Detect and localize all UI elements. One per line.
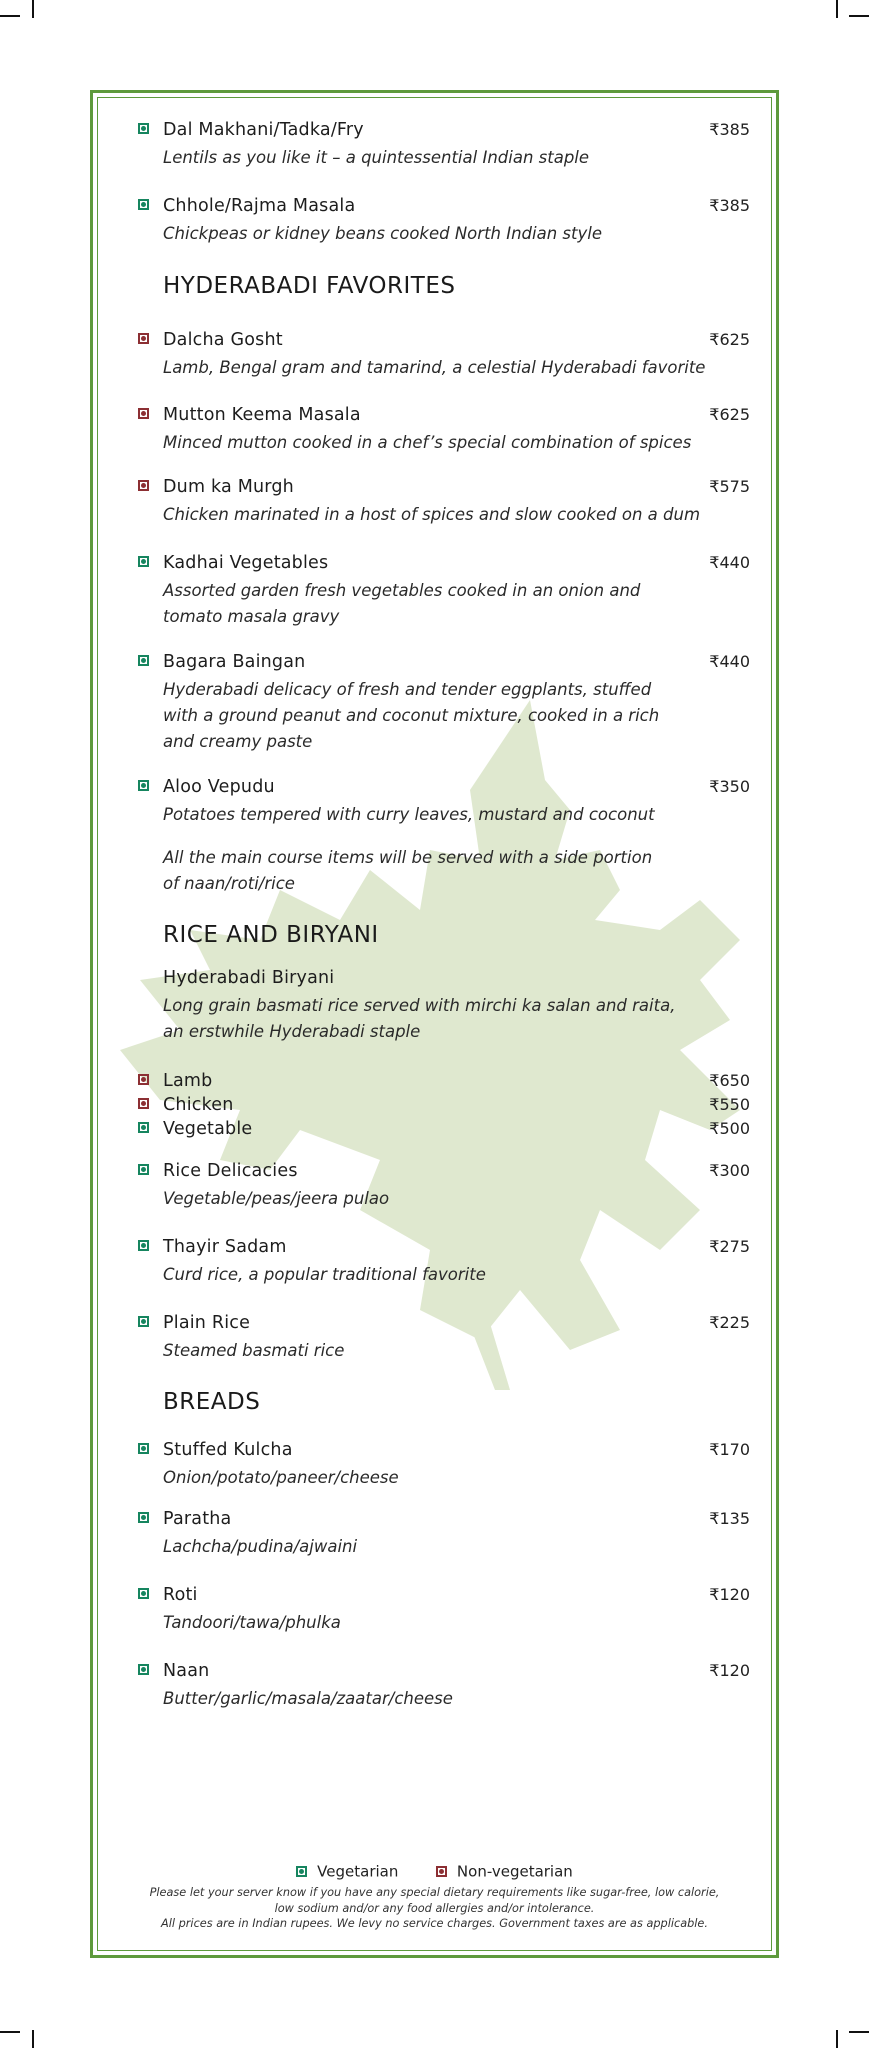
veg-marker-icon (138, 655, 149, 666)
item-price: ₹170 (709, 1440, 750, 1459)
item-price: ₹135 (709, 1509, 750, 1528)
veg-marker-icon (138, 1512, 149, 1523)
item-description: Vegetable/peas/jeera pulao (163, 1189, 390, 1208)
item-price: ₹275 (709, 1237, 750, 1256)
item-price: ₹350 (709, 777, 750, 796)
item-description: Chicken marinated in a host of spices and slow cooked on a dum (163, 505, 701, 524)
item-name: Kadhai Vegetables (163, 553, 329, 573)
item-description: Butter/garlic/masala/zaatar/cheese (163, 1689, 453, 1708)
item-description: Lamb, Bengal gram and tamarind, a celestial Hyderabadi favorite (163, 358, 706, 377)
item-name: Thayir Sadam (163, 1237, 287, 1257)
diet-legend (0, 1862, 869, 1881)
item-price: ₹385 (709, 120, 750, 139)
nonveg-marker-icon (138, 408, 149, 419)
item-price: ₹440 (709, 553, 750, 572)
item-description: Lachcha/pudina/ajwaini (163, 1537, 358, 1556)
item-description-line: an erstwhile Hyderabadi staple (163, 1022, 421, 1041)
menu-item (138, 652, 758, 755)
nonveg-marker-icon (138, 1074, 149, 1085)
item-name: Hyderabadi Biryani (163, 968, 335, 988)
veg-marker-icon (138, 1316, 149, 1327)
section-title-hyderabadi: HYDERABADI FAVORITES (163, 273, 456, 299)
item-name: Mutton Keema Masala (163, 405, 361, 425)
veg-marker-icon (138, 199, 149, 210)
item-price: ₹625 (709, 330, 750, 349)
nonveg-marker-icon (138, 333, 149, 344)
item-description: Steamed basmati rice (163, 1341, 345, 1360)
menu-item (138, 553, 758, 630)
main-course-note (163, 845, 683, 897)
menu-item (138, 1661, 758, 1712)
item-description (163, 677, 758, 755)
biryani-block (138, 968, 758, 1045)
footnote-line: Please let your server know if you have any special dietary requirements like sugar-free, low calorie, (149, 1886, 720, 1899)
item-description: Onion/potato/paneer/cheese (163, 1468, 399, 1487)
item-name: Paratha (163, 1509, 232, 1529)
footnote-line: All prices are in Indian rupees. We levy no service charges. Government taxes are as applicable. (161, 1917, 708, 1930)
veg-marker-icon (138, 1664, 149, 1675)
biryani-option (138, 1071, 758, 1091)
item-description-line: tomato masala gravy (163, 607, 340, 626)
item-price: ₹625 (709, 405, 750, 424)
item-description-line: Assorted garden fresh vegetables cooked in an onion and (163, 581, 641, 600)
item-name: Dalcha Gosht (163, 330, 283, 350)
item-description-line: with a ground peanut and coconut mixture, cooked in a rich (163, 706, 660, 725)
menu-item (138, 1161, 758, 1212)
item-price: ₹225 (709, 1313, 750, 1332)
menu-item (138, 777, 758, 828)
veg-marker-icon (138, 556, 149, 567)
item-price: ₹385 (709, 196, 750, 215)
item-name: Dal Makhani/Tadka/Fry (163, 120, 364, 140)
veg-marker-icon (138, 1240, 149, 1251)
item-price: ₹500 (709, 1119, 750, 1138)
veg-marker-icon (296, 1866, 307, 1877)
item-price: ₹575 (709, 477, 750, 496)
item-name: Vegetable (163, 1119, 253, 1139)
footnote (130, 1885, 739, 1932)
footnote-line: low sodium and/or any food allergies and/or intolerance. (274, 1901, 595, 1915)
menu-item (138, 1313, 758, 1364)
menu-item (138, 196, 758, 247)
item-name: Aloo Vepudu (163, 777, 275, 797)
section-title-breads: BREADS (163, 1389, 261, 1415)
menu-item (138, 1440, 758, 1491)
biryani-option (138, 1095, 758, 1115)
item-description (163, 578, 758, 630)
veg-marker-icon (138, 1443, 149, 1454)
item-description: Minced mutton cooked in a chef’s special combination of spices (163, 433, 692, 452)
menu-item (138, 405, 758, 456)
biryani-option (138, 1119, 758, 1139)
item-name: Dum ka Murgh (163, 477, 294, 497)
veg-marker-icon (138, 1164, 149, 1175)
nonveg-marker-icon (138, 480, 149, 491)
menu-item (138, 1585, 758, 1636)
item-price: ₹120 (709, 1585, 750, 1604)
item-name: Bagara Baingan (163, 652, 306, 672)
menu-item (138, 330, 758, 381)
item-name: Chhole/Rajma Masala (163, 196, 356, 216)
item-description: Tandoori/tawa/phulka (163, 1613, 341, 1632)
legend-nonveg-label: Non-vegetarian (456, 1862, 573, 1881)
item-description: Curd rice, a popular traditional favorite (163, 1265, 486, 1284)
veg-marker-icon (138, 780, 149, 791)
item-description: Chickpeas or kidney beans cooked North Indian style (163, 224, 602, 243)
menu-item (138, 120, 758, 171)
veg-marker-icon (138, 1588, 149, 1599)
item-description: Potatoes tempered with curry leaves, mustard and coconut (163, 805, 655, 824)
item-description (163, 993, 758, 1045)
item-price: ₹650 (709, 1071, 750, 1090)
item-description: Lentils as you like it – a quintessential Indian staple (163, 148, 590, 167)
item-name: Plain Rice (163, 1313, 251, 1333)
item-price: ₹300 (709, 1161, 750, 1180)
nonveg-marker-icon (436, 1866, 447, 1877)
menu-item (138, 477, 758, 528)
section-title-rice: RICE AND BIRYANI (163, 922, 379, 948)
note-line: of naan/roti/rice (163, 874, 295, 893)
note-line: All the main course items will be served with a side portion (163, 848, 653, 867)
item-name: Stuffed Kulcha (163, 1440, 293, 1460)
item-name: Chicken (163, 1095, 234, 1115)
item-price: ₹550 (709, 1095, 750, 1114)
item-description-line: and creamy paste (163, 732, 313, 751)
menu-item (138, 1237, 758, 1288)
item-name: Lamb (163, 1071, 213, 1091)
nonveg-marker-icon (138, 1098, 149, 1109)
item-description-line: Hyderabadi delicacy of fresh and tender eggplants, stuffed (163, 680, 652, 699)
menu-item (138, 1509, 758, 1560)
item-price: ₹440 (709, 652, 750, 671)
item-description-line: Long grain basmati rice served with mirchi ka salan and raita, (163, 996, 676, 1015)
legend-veg-label: Vegetarian (317, 1862, 399, 1881)
item-name: Rice Delicacies (163, 1161, 298, 1181)
veg-marker-icon (138, 1122, 149, 1133)
item-price: ₹120 (709, 1661, 750, 1680)
veg-marker-icon (138, 123, 149, 134)
item-name: Roti (163, 1585, 198, 1605)
item-name: Naan (163, 1661, 210, 1681)
